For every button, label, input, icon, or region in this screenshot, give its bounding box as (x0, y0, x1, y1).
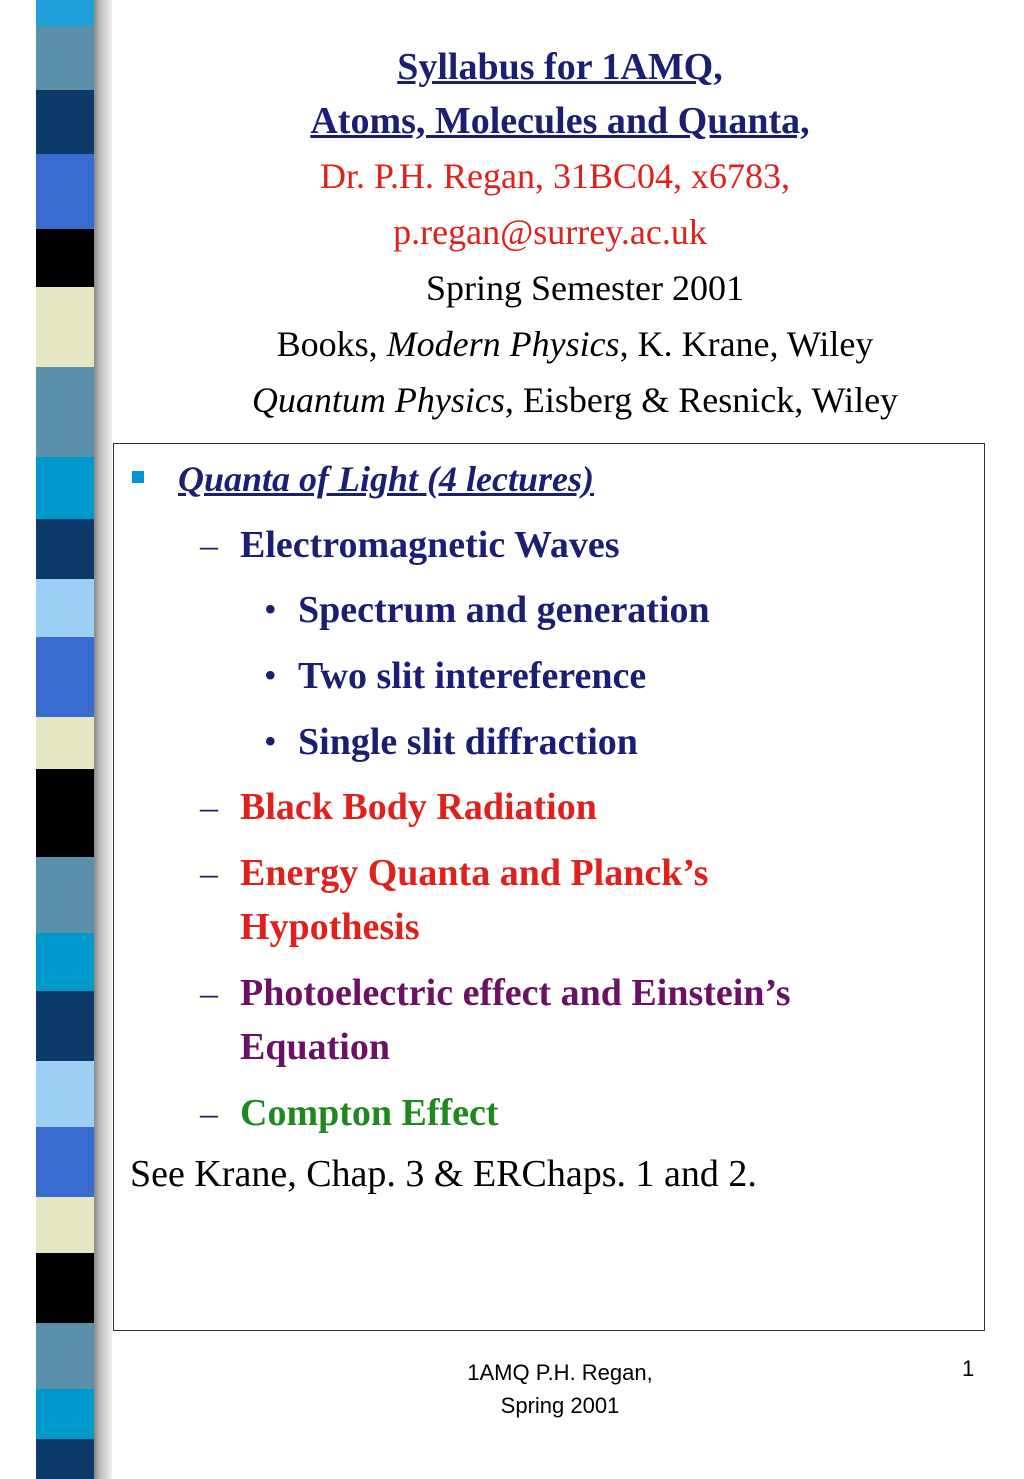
dot-bullet: • (264, 589, 277, 629)
books-prefix: Books, (276, 324, 387, 364)
stripe-segment (36, 26, 94, 90)
dash-bullet: – (200, 973, 218, 1013)
content-box (113, 443, 985, 1331)
stripe-segment (36, 90, 94, 154)
book1-title: Modern Physics (386, 324, 620, 364)
square-bullet-icon (132, 471, 144, 483)
stripe-segment (36, 1439, 94, 1479)
footer-credit (400, 1356, 720, 1422)
stripe-segment (36, 769, 94, 857)
stripe-segment (36, 287, 94, 367)
subtopic-energy-quanta-line2: Hypothesis (240, 906, 420, 948)
subtopic-compton: Compton Effect (240, 1092, 499, 1134)
title-line-1: Syllabus for 1AMQ, (397, 46, 723, 88)
stripe-segment (36, 1197, 94, 1253)
title-line-2: Atoms, Molecules and Quanta, (310, 100, 810, 142)
stripe-segment (36, 367, 94, 457)
author-email: p.regan@surrey.ac.uk (393, 212, 707, 252)
em-item-single-slit: Single slit diffraction (298, 721, 638, 763)
stripe-segment (36, 1389, 94, 1439)
stripe-segment (36, 1323, 94, 1389)
subtopic-energy-quanta-line1: Energy Quanta and Planck’s (240, 852, 709, 894)
book2-details: Eisberg & Resnick, Wiley (513, 380, 899, 420)
footer-line-2: Spring 2001 (500, 1393, 620, 1418)
stripe-segment (36, 579, 94, 637)
books-line-2 (130, 372, 1020, 428)
books-line-1 (130, 316, 1020, 372)
subtopic-black-body: Black Body Radiation (240, 786, 597, 828)
book2-title: Quantum Physics, (251, 380, 514, 420)
dash-bullet: – (200, 853, 218, 893)
reading-note: See Krane, Chap. 3 & ERChaps. 1 and 2. (130, 1153, 757, 1195)
subtopic-photoelectric (240, 966, 791, 1074)
subtopic-photoelectric-line1: Photoelectric effect and Einstein’s (240, 972, 791, 1014)
dash-bullet: – (200, 1093, 218, 1133)
book1-details: , K. Krane, Wiley (619, 324, 874, 364)
author-line: Dr. P.H. Regan, 31BC04, x6783, (320, 156, 791, 196)
stripe-segment (36, 1253, 94, 1323)
footer-line-1: 1AMQ P.H. Regan, (467, 1360, 653, 1385)
topic-heading: Quanta of Light (4 lectures) (178, 459, 595, 499)
subtopic-energy-quanta (240, 846, 708, 954)
stripe-segment (36, 717, 94, 769)
stripe-segment (36, 991, 94, 1061)
stripe-segment (36, 519, 94, 579)
dot-bullet: • (264, 655, 277, 695)
em-item-two-slit: Two slit intereference (298, 655, 647, 697)
dash-bullet: – (200, 787, 218, 827)
stripe-segment (36, 1061, 94, 1127)
slide-header (120, 40, 1020, 428)
stripe-segment (36, 637, 94, 717)
stripe-segment (36, 933, 94, 991)
page-number: 1 (962, 1356, 975, 1381)
em-item-spectrum: Spectrum and generation (298, 589, 710, 631)
subtopic-photoelectric-line2: Equation (240, 1026, 390, 1068)
dot-bullet: • (264, 721, 277, 761)
semester: Spring Semester 2001 (426, 268, 744, 308)
stripe-segment (36, 457, 94, 519)
stripe-segment (36, 0, 94, 26)
dash-bullet: – (200, 525, 218, 565)
subtopic-em-waves: Electromagnetic Waves (240, 524, 620, 566)
stripe-segment (36, 857, 94, 933)
stripe-segment (36, 1127, 94, 1197)
